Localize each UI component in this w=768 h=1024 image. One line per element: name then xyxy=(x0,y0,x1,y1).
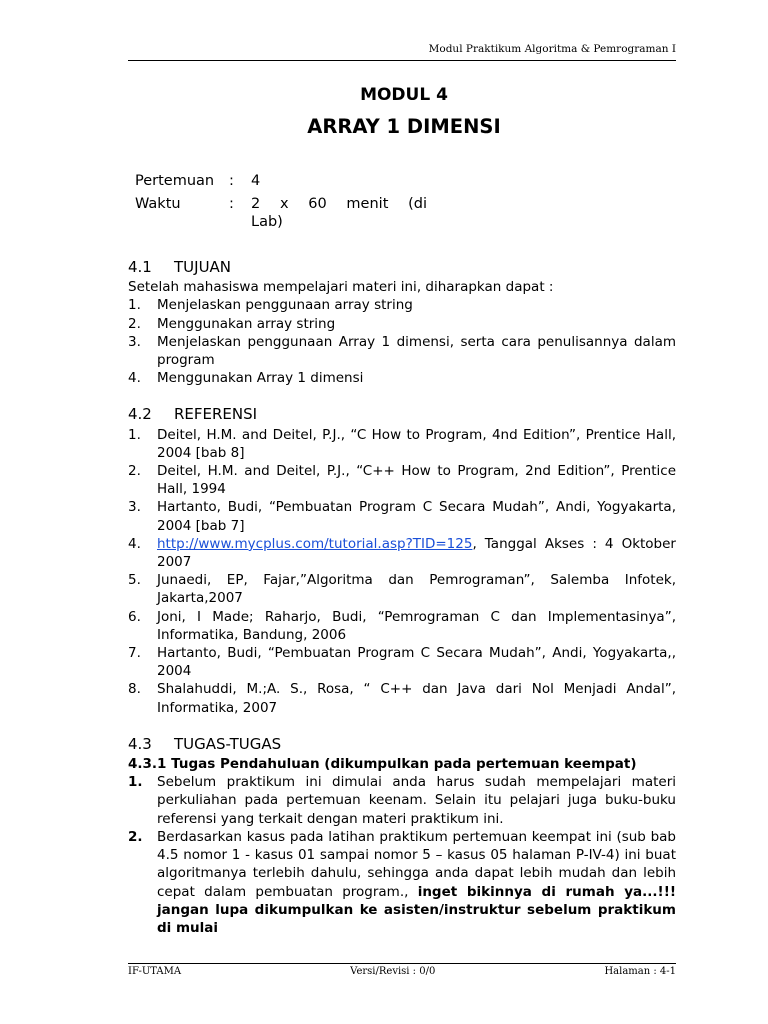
footer-left: IF-UTAMA xyxy=(128,966,182,977)
list-item xyxy=(128,333,676,369)
module-title: ARRAY 1 DIMENSI xyxy=(307,115,501,138)
spacer xyxy=(128,717,676,735)
item-text: Menjelaskan penggunaan array string xyxy=(157,297,413,314)
item-text: Sebelum praktikum ini dimulai anda harus sudah mempelajari materi perkuliahan pada pertemuan keenam. Selain itu pelajari juga buku-buku referensi yang terkait dengan materi praktikum ini. xyxy=(157,774,676,827)
spacer xyxy=(128,387,676,405)
section-heading-referensi xyxy=(128,405,676,423)
footer-page: Halaman : 4-1 xyxy=(604,966,676,977)
item-number: 8. xyxy=(128,681,141,698)
tugas-list xyxy=(128,773,676,937)
section-number: 4.1 xyxy=(128,258,152,276)
info-row-waktu xyxy=(135,195,427,231)
item-number: 3. xyxy=(128,499,141,516)
list-item xyxy=(128,296,676,314)
list-item xyxy=(128,462,676,498)
item-text-emphasis: inget bikinnya di rumah ya...!!! jangan lupa dikumpulkan ke asisten/instruktur sebelum praktikum di mulai xyxy=(157,883,677,936)
module-number: MODUL 4 xyxy=(360,85,448,105)
tujuan-intro: Setelah mahasiswa mempelajari materi ini, diharapkan dapat : xyxy=(128,279,554,296)
section-heading-tugas xyxy=(128,735,676,753)
item-text: Deitel, H.M. and Deitel, P.J., “C How to Program, 4nd Edition”, Prentice Hall, 2004 [bab 8] xyxy=(157,426,676,461)
item-number: 3. xyxy=(128,333,141,350)
info-value: 4 xyxy=(251,173,261,189)
item-text xyxy=(157,828,676,937)
list-item xyxy=(128,608,676,644)
info-label: Pertemuan xyxy=(135,173,215,189)
item-number: 2. xyxy=(128,828,143,845)
list-item xyxy=(128,680,676,716)
list-item xyxy=(128,828,676,937)
item-number: 4. xyxy=(128,370,141,387)
item-text: Hartanto, Budi, “Pembuatan Program C Secara Mudah”, Andi, Yogyakarta,, 2004 xyxy=(157,645,676,680)
section-title: TUJUAN xyxy=(174,258,232,276)
item-number: 1. xyxy=(128,297,141,314)
tujuan-list xyxy=(128,296,676,387)
item-number: 6. xyxy=(128,608,141,625)
reference-link-suffix: , Tanggal Akses : 4 Oktober 2007 xyxy=(157,535,676,571)
list-item xyxy=(128,644,676,680)
list-item xyxy=(128,498,676,534)
footer-version: Versi/Revisi : 0/0 xyxy=(350,966,436,977)
item-number: 2. xyxy=(128,463,141,480)
info-value: 2 x 60 menit (di Lab) xyxy=(251,196,427,230)
info-colon: : xyxy=(229,196,234,212)
item-number: 4. xyxy=(128,535,141,552)
header-rule xyxy=(128,60,676,61)
item-number: 7. xyxy=(128,645,141,662)
item-number: 1. xyxy=(128,774,143,791)
list-item xyxy=(128,571,676,607)
item-text: Shalahuddi, M.;A. S., Rosa, “ C++ dan Java dari Nol Menjadi Andal”, Informatika, 2007 xyxy=(157,681,676,716)
subsection-heading: 4.3.1 Tugas Pendahuluan (dikumpulkan pada pertemuan keempat) xyxy=(128,756,637,773)
header-text: Modul Praktikum Algoritma & Pemrograman I xyxy=(428,43,676,55)
list-item xyxy=(128,426,676,462)
item-text: Hartanto, Budi, “Pembuatan Program C Secara Mudah”, Andi, Yogyakarta, 2004 [bab 7] xyxy=(157,499,676,534)
reference-link[interactable]: http://www.mycplus.com/tutorial.asp?TID=125 xyxy=(157,535,473,552)
info-row-pertemuan xyxy=(135,172,427,190)
footer-row xyxy=(128,966,676,977)
item-text: Junaedi, EP, Fajar,”Algoritma dan Pemrograman”, Salemba Infotek, Jakarta,2007 xyxy=(157,572,676,607)
page-footer xyxy=(128,963,676,977)
list-item xyxy=(128,773,676,828)
section-title: REFERENSI xyxy=(174,405,258,424)
section-number: 4.2 xyxy=(128,405,152,424)
section-title: TUGAS-TUGAS xyxy=(174,734,282,753)
item-text xyxy=(157,535,676,571)
info-label: Waktu xyxy=(135,196,181,212)
section-number: 4.3 xyxy=(128,734,152,753)
list-item xyxy=(128,535,676,571)
info-table xyxy=(135,172,427,231)
list-item xyxy=(128,369,676,387)
page-header xyxy=(128,40,676,61)
item-text: Menggunakan Array 1 dimensi xyxy=(157,370,364,387)
item-text-regular: Berdasarkan kasus pada latihan praktikum pertemuan keempat ini (sub bab 4.5 nomor 1 - kasus 01 sampai nomor 5 – kasus 05 halaman P-IV-4) ini buat algoritmanya terlebih dahulu, sehingga anda dapat lebih mudah dan lebih cepat dalam pembuatan program., xyxy=(157,828,676,900)
item-text: Joni, I Made; Raharjo, Budi, “Pemrograman C dan Implementasinya”, Informatika, Bandung, 2006 xyxy=(157,608,676,643)
item-text: Deitel, H.M. and Deitel, P.J., “C++ How to Program, 2nd Edition”, Prentice Hall, 1994 xyxy=(157,463,676,498)
footer-rule xyxy=(128,963,676,964)
info-colon: : xyxy=(229,173,234,189)
referensi-list xyxy=(128,426,676,717)
document-body xyxy=(128,258,676,937)
item-number: 1. xyxy=(128,426,141,443)
item-text: Menjelaskan penggunaan Array 1 dimensi, serta cara penulisannya dalam program xyxy=(157,333,676,369)
item-text: Menggunakan array string xyxy=(157,315,336,332)
list-item xyxy=(128,315,676,333)
item-number: 2. xyxy=(128,315,141,332)
item-number: 5. xyxy=(128,572,141,589)
section-heading-tujuan xyxy=(128,258,676,276)
